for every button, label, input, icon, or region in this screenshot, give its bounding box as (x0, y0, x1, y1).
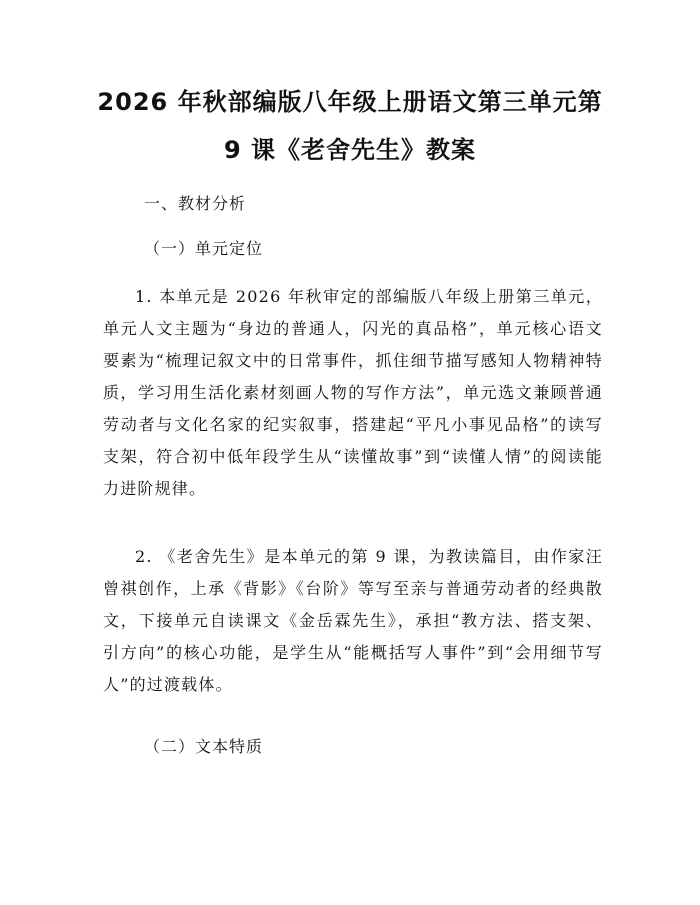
paragraph-unit-positioning-2: 2. 《老舍先生》是本单元的第 9 课，为教读篇目，由作家汪曾祺创作，上承《背影》《台阶》等写至亲与普通劳动者的经典散文，下接单元自读课文《金岳霖先生》，承担“教方法、搭支架、引方向”的核心功能，是学生从“能概括写人事件”到“会用细节写人”的过渡载体。 (103, 547, 603, 694)
document-title-line-1: 2026 年秋部编版八年级上册语文第三单元第 (97, 88, 603, 116)
subsection-heading-text-characteristics: （二）文本特质 (144, 737, 264, 756)
section-heading-teaching-material-analysis: 一、教材分析 (144, 194, 247, 213)
subsection-heading-unit-positioning: （一）单元定位 (144, 239, 264, 258)
document-title-line-2: 9 课《老舍先生》教案 (223, 136, 477, 164)
paragraph-unit-positioning-1: 1. 本单元是 2026 年秋审定的部编版八年级上册第三单元，单元人文主题为“身边的普通人，闪光的真品格”，单元核心语文要素为“梳理记叙文中的日常事件，抓住细节描写感知人物精神特质，学习用生活化素材刻画人物的写作方法”，单元选文兼顾普通劳动者与文化名家的纪实叙事，搭建起“平凡小事见品格”的读写支架，符合初中低年段学生从“读懂故事”到“读懂人情”的阅读能力进阶规律。 (103, 287, 603, 498)
